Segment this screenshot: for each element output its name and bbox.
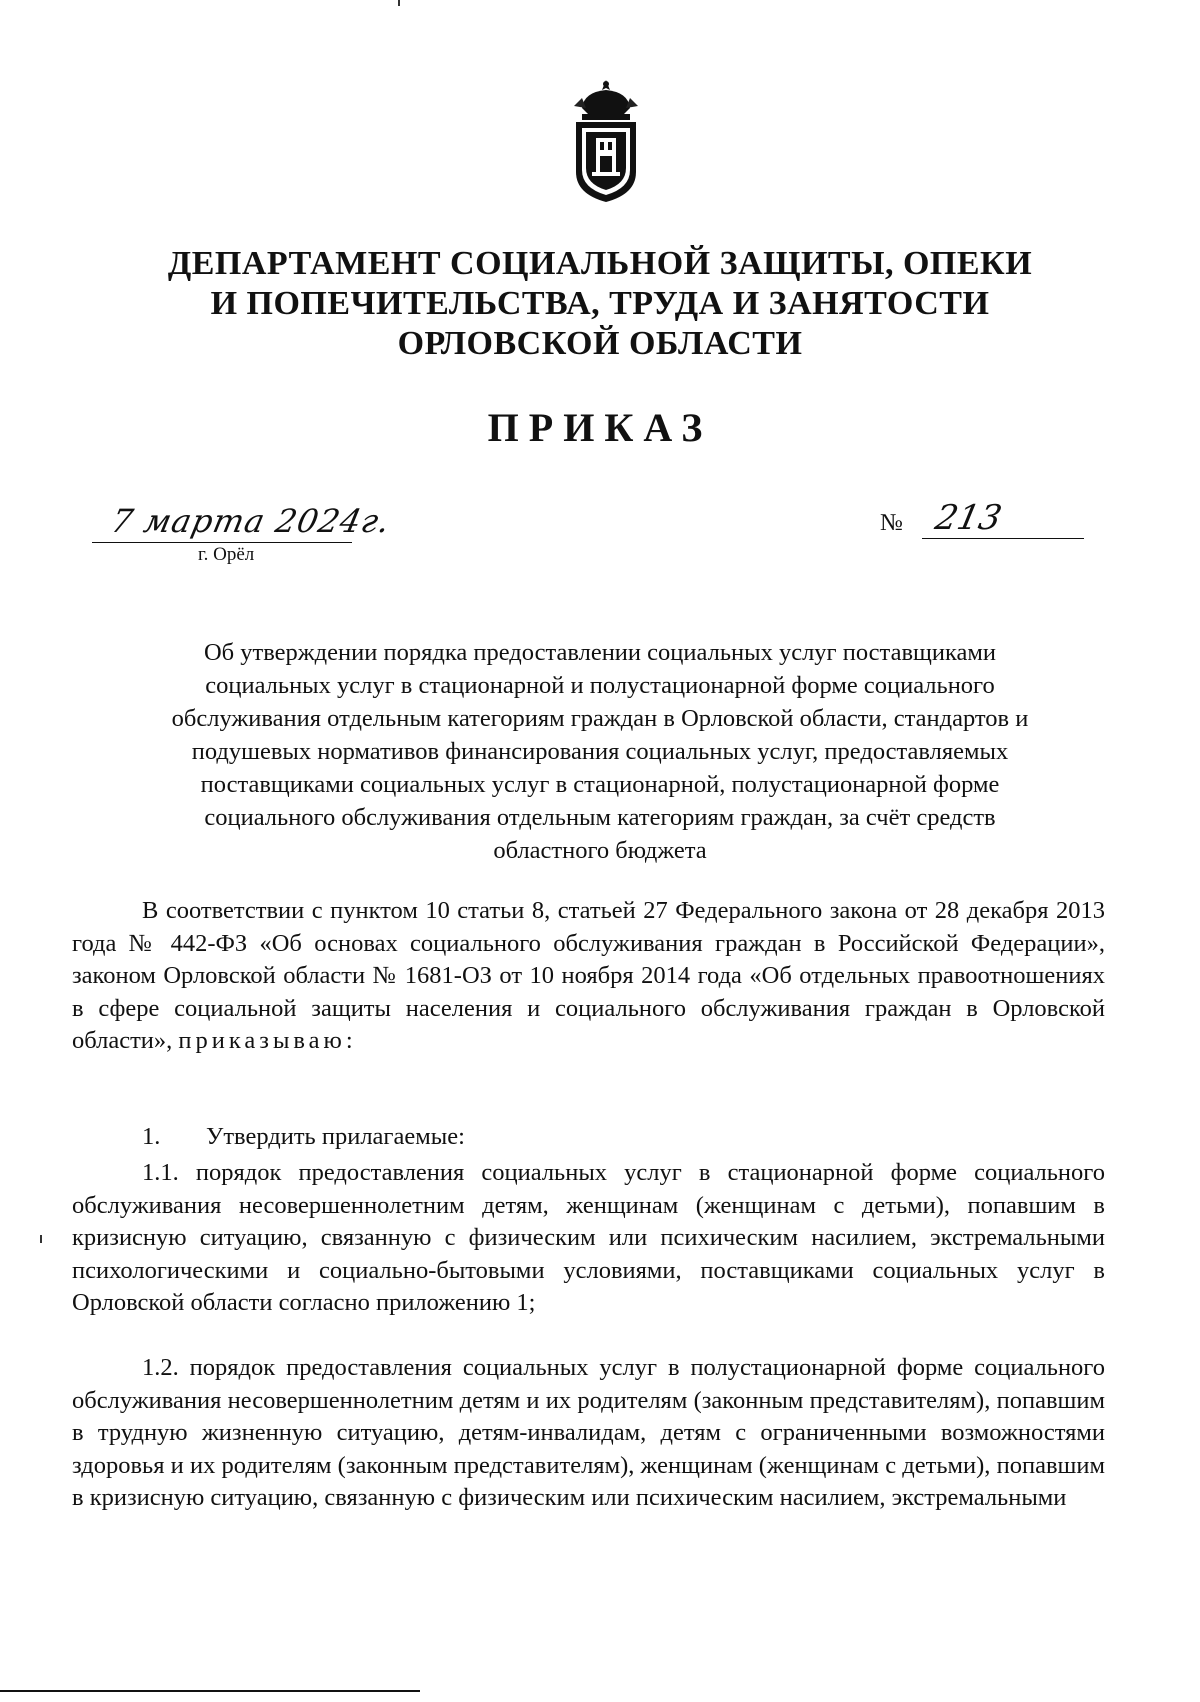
order-subject: [110, 636, 1090, 867]
department-name-line: ОРЛОВСКОЙ ОБЛАСТИ: [397, 325, 803, 362]
preamble-paragraph: [72, 895, 1105, 1058]
subject-line: Об утверждении порядка предоставлении социальных услуг поставщиками: [203, 639, 997, 666]
handwritten-date: 7 марта 2024г.: [107, 502, 395, 540]
handwritten-order-number: 213: [931, 498, 1006, 538]
order-word: приказываю:: [178, 1027, 357, 1054]
list-item-1: [142, 1123, 465, 1151]
date-underline: [92, 542, 352, 543]
scan-artifact: [40, 1235, 42, 1243]
department-name-line: ДЕПАРТАМЕНТ СОЦИАЛЬНОЙ ЗАЩИТЫ, ОПЕКИ: [167, 245, 1033, 282]
department-name-line: И ПОПЕЧИТЕЛЬСТВА, ТРУДА И ЗАНЯТОСТИ: [210, 285, 990, 322]
subject-line: областного бюджета: [493, 837, 707, 864]
subject-line: обслуживания отдельным категориям граждан в Орловской области, стандартов и: [171, 705, 1029, 732]
list-item-1-1: 1.1. порядок предоставления социальных услуг в стационарной форме социального обслуживания несовершеннолетним детям, женщинам (женщинам с детьми), попавшим в кризисную ситуацию, связанную с физическим или психическим насилием, экстремальными психологическими и социально-бытовыми условиями, поставщиками социальных услуг в Орловской области согласно приложению 1;: [72, 1159, 1105, 1316]
coat-of-arms-icon: [560, 78, 652, 204]
list-item-number: 1.: [142, 1123, 161, 1150]
date-block: [92, 502, 395, 565]
scan-artifact: [398, 0, 400, 6]
subject-line: социального обслуживания отдельным категориям граждан, за счёт средств: [204, 804, 996, 831]
department-name: [150, 244, 1050, 364]
number-underline: [922, 538, 1084, 539]
preamble-text: В соответствии с пунктом 10 статьи 8, статьей 27 Федерального закона от 28 декабря 2013 года № 442-ФЗ «Об основах социального обслуживания граждан в Российской Федерации», законом Орловской области № 1681-ОЗ от 10 ноября 2014 года «Об отдельных правоотношениях в сфере социальной защиты населения и социального обслуживания граждан в Орловской области»,: [72, 897, 1105, 1054]
city-name: г. Орёл: [198, 544, 255, 565]
subject-line: подушевых нормативов финансирования социальных услуг, предоставляемых: [191, 738, 1009, 765]
number-sign: №: [880, 510, 903, 536]
document-type-title: ПРИКАЗ: [487, 405, 713, 450]
subject-line: социальных услуг в стационарной и полустационарной форме социального: [205, 672, 995, 699]
list-item-text: Утвердить прилагаемые:: [206, 1123, 465, 1150]
list-item-1-2: 1.2. порядок предоставления социальных услуг в полустационарной форме социального обслуживания несовершеннолетним детям и их родителям (законным представителям), попавшим в трудную жизненную ситуацию, детям-инвалидам, детям с ограниченными возможностями здоровья и их родителям (законным представителям), женщинам (женщинам с детьми), попавшим в кризисную ситуацию, связанную с физическим или психическим насилием, экстремальными: [72, 1354, 1105, 1511]
footer-rule: [0, 1690, 420, 1692]
order-number-block: [880, 500, 1090, 550]
subject-line: поставщиками социальных услуг в стационарной, полустационарной форме: [200, 771, 1000, 798]
